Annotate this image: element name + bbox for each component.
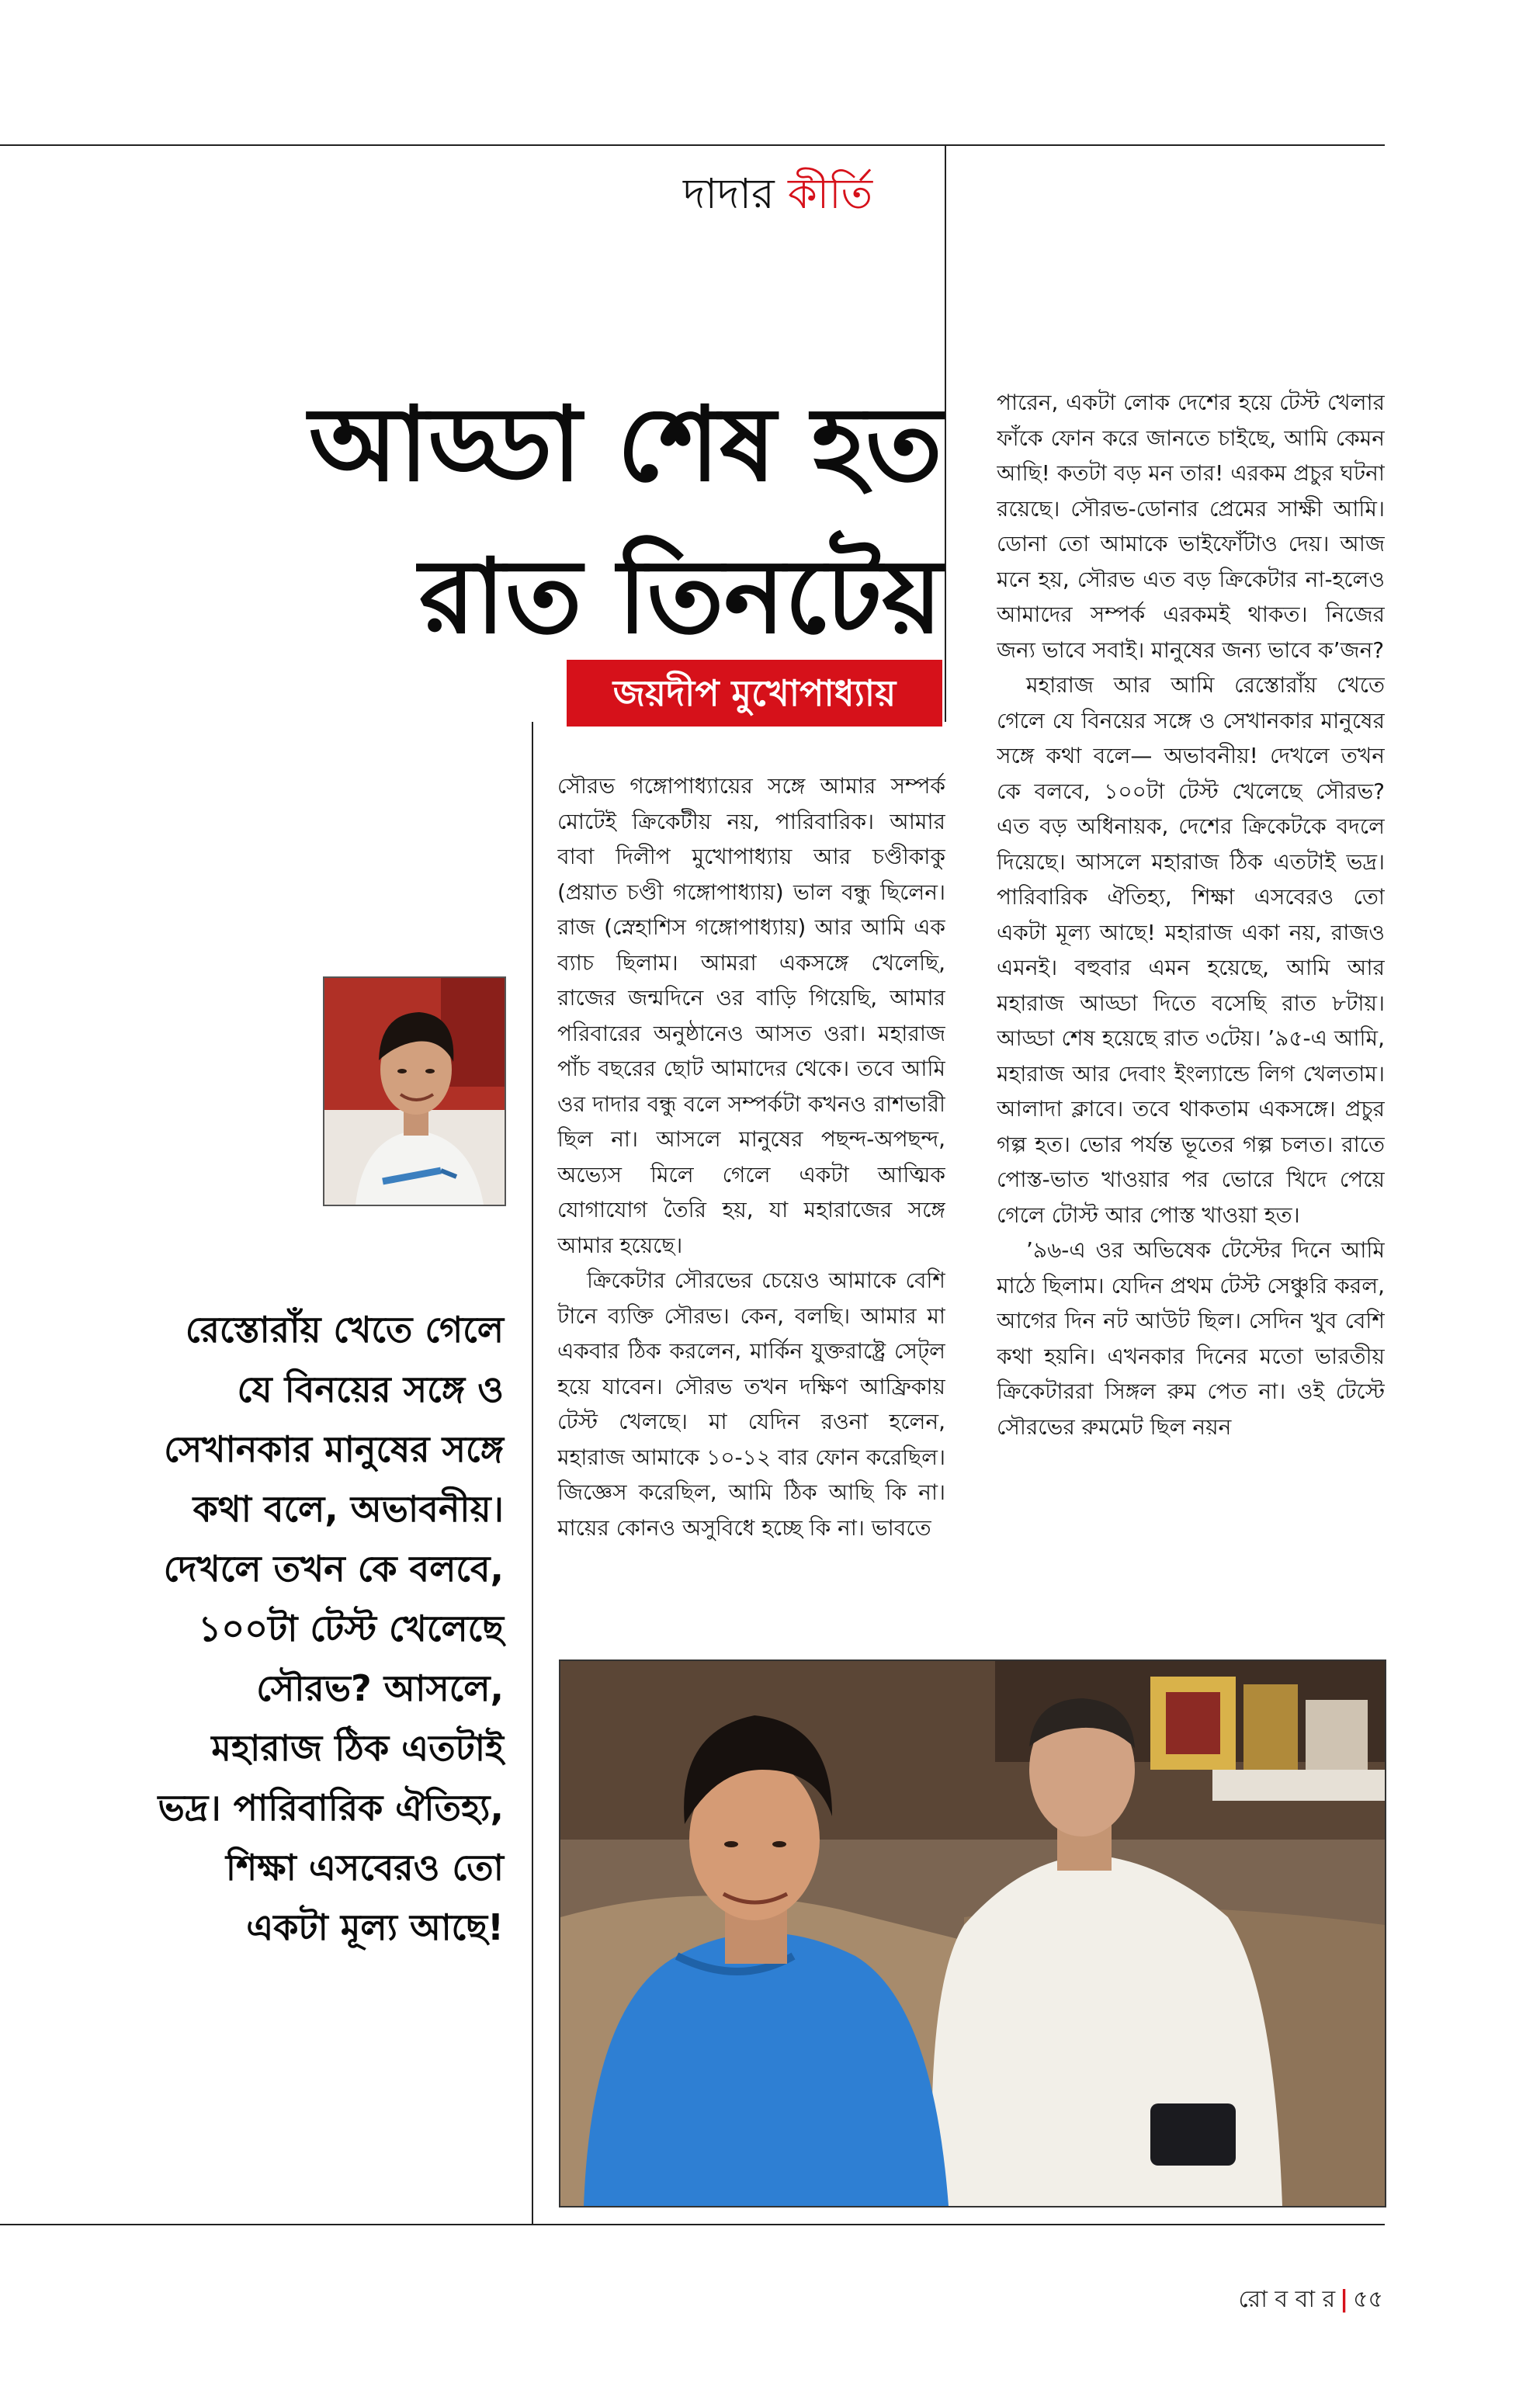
section-label-text: দাদার (683, 169, 775, 218)
headline-line-1: আড্ডা শেষ হত (308, 384, 942, 505)
main-photo (559, 1659, 1386, 2207)
author-portrait (323, 976, 506, 1206)
top-rule (0, 144, 1385, 146)
article-column-2 (997, 385, 1385, 1627)
column-1-paragraph-2: ক্রিকেটার সৌরভের চেয়েও আমাকে বেশি টানে ব্যক্তি সৌরভ। কেন, বলছি। আমার মা একবার ঠিক করলেন, মার্কিন যুক্তরাষ্ট্রে সেট্‌ল হয়ে যাবেন। সৌরভ তখন দক্ষিণ আফ্রিকায় টেস্ট খেলছে। মা যেদিন রওনা হলেন, মহারাজ আমাকে ১০-১২ বার ফোন করেছিল। জিজ্ঞেস করেছিল, আমি ঠিক আছি কি না। মায়ের কোনও অসুবিধে হচ্ছে কি না। ভাবতে (557, 1268, 945, 1541)
article-column-1 (557, 768, 945, 1626)
column-2-paragraph-1: পারেন, একটা লোক দেশের হয়ে টেস্ট খেলার ফাঁকে ফোন করে জানতে চাইছে, আমি কেমন আছি! কতটা বড় মন তার! এরকম প্রচুর ঘটনা রয়েছে। সৌরভ-ডোনার প্রেমের সাক্ষী আমি। ডোনা তো আমাকে ভাইফোঁটাও দেয়। আজ মনে হয়, সৌরভ এত বড় ক্রিকেটার না-হলেও আমাদের সম্পর্ক এরকমই থাকত। নিজের জন্য ভাবে সবাই। মানুষের জন্য ভাবে ক’জন? (997, 390, 1385, 663)
footer-separator: | (1340, 2286, 1349, 2313)
column-divider-lower (532, 722, 533, 2224)
magazine-name: রো ব বা র (1238, 2286, 1336, 2313)
section-label-accent: কীর্তি (787, 169, 873, 218)
column-divider-upper (945, 146, 946, 722)
column-2-paragraph-3: ’৯৬-এ ওর অভিষেক টেস্টের দিনে আমি মাঠে ছিলাম। যেদিন প্রথম টেস্ট সেঞ্চুরি করল, আগের দিন নট আউট ছিল। সেদিন খুব বেশি কথা হয়নি। এখনকার দিনের মতো ভারতীয় ক্রিকেটাররা সিঙ্গল রুম পেত না। ওই টেস্টে সৌরভের রুমমেট ছিল নয়ন (997, 1237, 1385, 1440)
headline-line-2: রাত তিনটেয় (418, 536, 942, 657)
column-1-paragraph-1: সৌরভ গঙ্গোপাধ্যায়ের সঙ্গে আমার সম্পর্ক মোটেই ক্রিকেটীয় নয়, পারিবারিক। আমার বাবা দিলীপ মুখোপাধ্যায় আর চণ্ডীকাকু (প্রয়াত চণ্ডী গঙ্গোপাধ্যায়) ভাল বন্ধু ছিলেন। রাজ (স্নেহাশিস গঙ্গোপাধ্যায়) আর আমি এক ব্যাচ ছিলাম। আমরা একসঙ্গে খেলেছি, রাজের জন্মদিনে ওর বাড়ি গিয়েছি, আমার পরিবারের অনুষ্ঠানেও আসত ওরা। মহারাজ পাঁচ বছরের ছোট আমাদের থেকে। তবে আমি ওর দাদার বন্ধু বলে সম্পর্কটা কখনও রাশভারী ছিল না। আসলে মানুষের পছন্দ-অপছন্দ, অভ্যেস মিলে গেলে একটা আত্মিক যোগাযোগ তৈরি হয়, যা মহারাজের সঙ্গে আমার হয়েছে। (557, 773, 945, 1258)
pull-quote: রেস্তোরাঁয় খেতে গেলে যে বিনয়ের সঙ্গে ও সেখানকার মানুষের সঙ্গে কথা বলে, অভাবনীয়। দেখলে তখন কে বলবে, ১০০টা টেস্ট খেলেছে সৌরভ? আসলে, মহারাজ ঠিক এতটাই ভদ্র। পারিবারিক ঐতিহ্য, শিক্ষা এসবেরও তো একটা মূল্য আছে! (158, 1309, 504, 1948)
column-2-paragraph-2: মহারাজ আর আমি রেস্তোরাঁয় খেতে গেলে যে বিনয়ের সঙ্গে ও সেখানকার মানুষের সঙ্গে কথা বলে— অভাবনীয়! দেখলে তখন কে বলবে, ১০০টা টেস্ট খেলেছে সৌরভ? এত বড় অধিনায়ক, দেশের ক্রিকেটকে বদলে দিয়েছে। আসলে মহারাজ ঠিক এতটাই ভদ্র। পারিবারিক ঐতিহ্য, শিক্ষা এসবেরও তো একটা মূল্য আছে! মহারাজ একা নয়, রাজও এমনই। বহুবার এমন হয়েছে, আমি আর মহারাজ আড্ডা দিতে বসেছি রাত ৮টায়। আড্ডা শেষ হয়েছে রাত ৩টেয়। ’৯৫-এ আমি, মহারাজ আর দেবাং ইংল্যান্ডে লিগ খেলতাম। আলাদা ক্লাবে। তবে থাকতাম একসঙ্গে। প্রচুর গল্প হত। ভোর পর্যন্ত ভূতের গল্প চলত। রাতে পোস্ত-ভাত খাওয়ার পর ভোরে খিদে পেয়ে গেলে টোস্ট আর পোস্ত খাওয়া হত। (997, 672, 1385, 1228)
byline: জয়দীপ মুখোপাধ্যায় (567, 660, 942, 727)
section-label (683, 159, 962, 229)
bottom-rule (0, 2224, 1385, 2225)
page-number: ৫৫ (1353, 2286, 1383, 2313)
page-footer (1239, 2280, 1383, 2319)
headline (197, 369, 942, 673)
